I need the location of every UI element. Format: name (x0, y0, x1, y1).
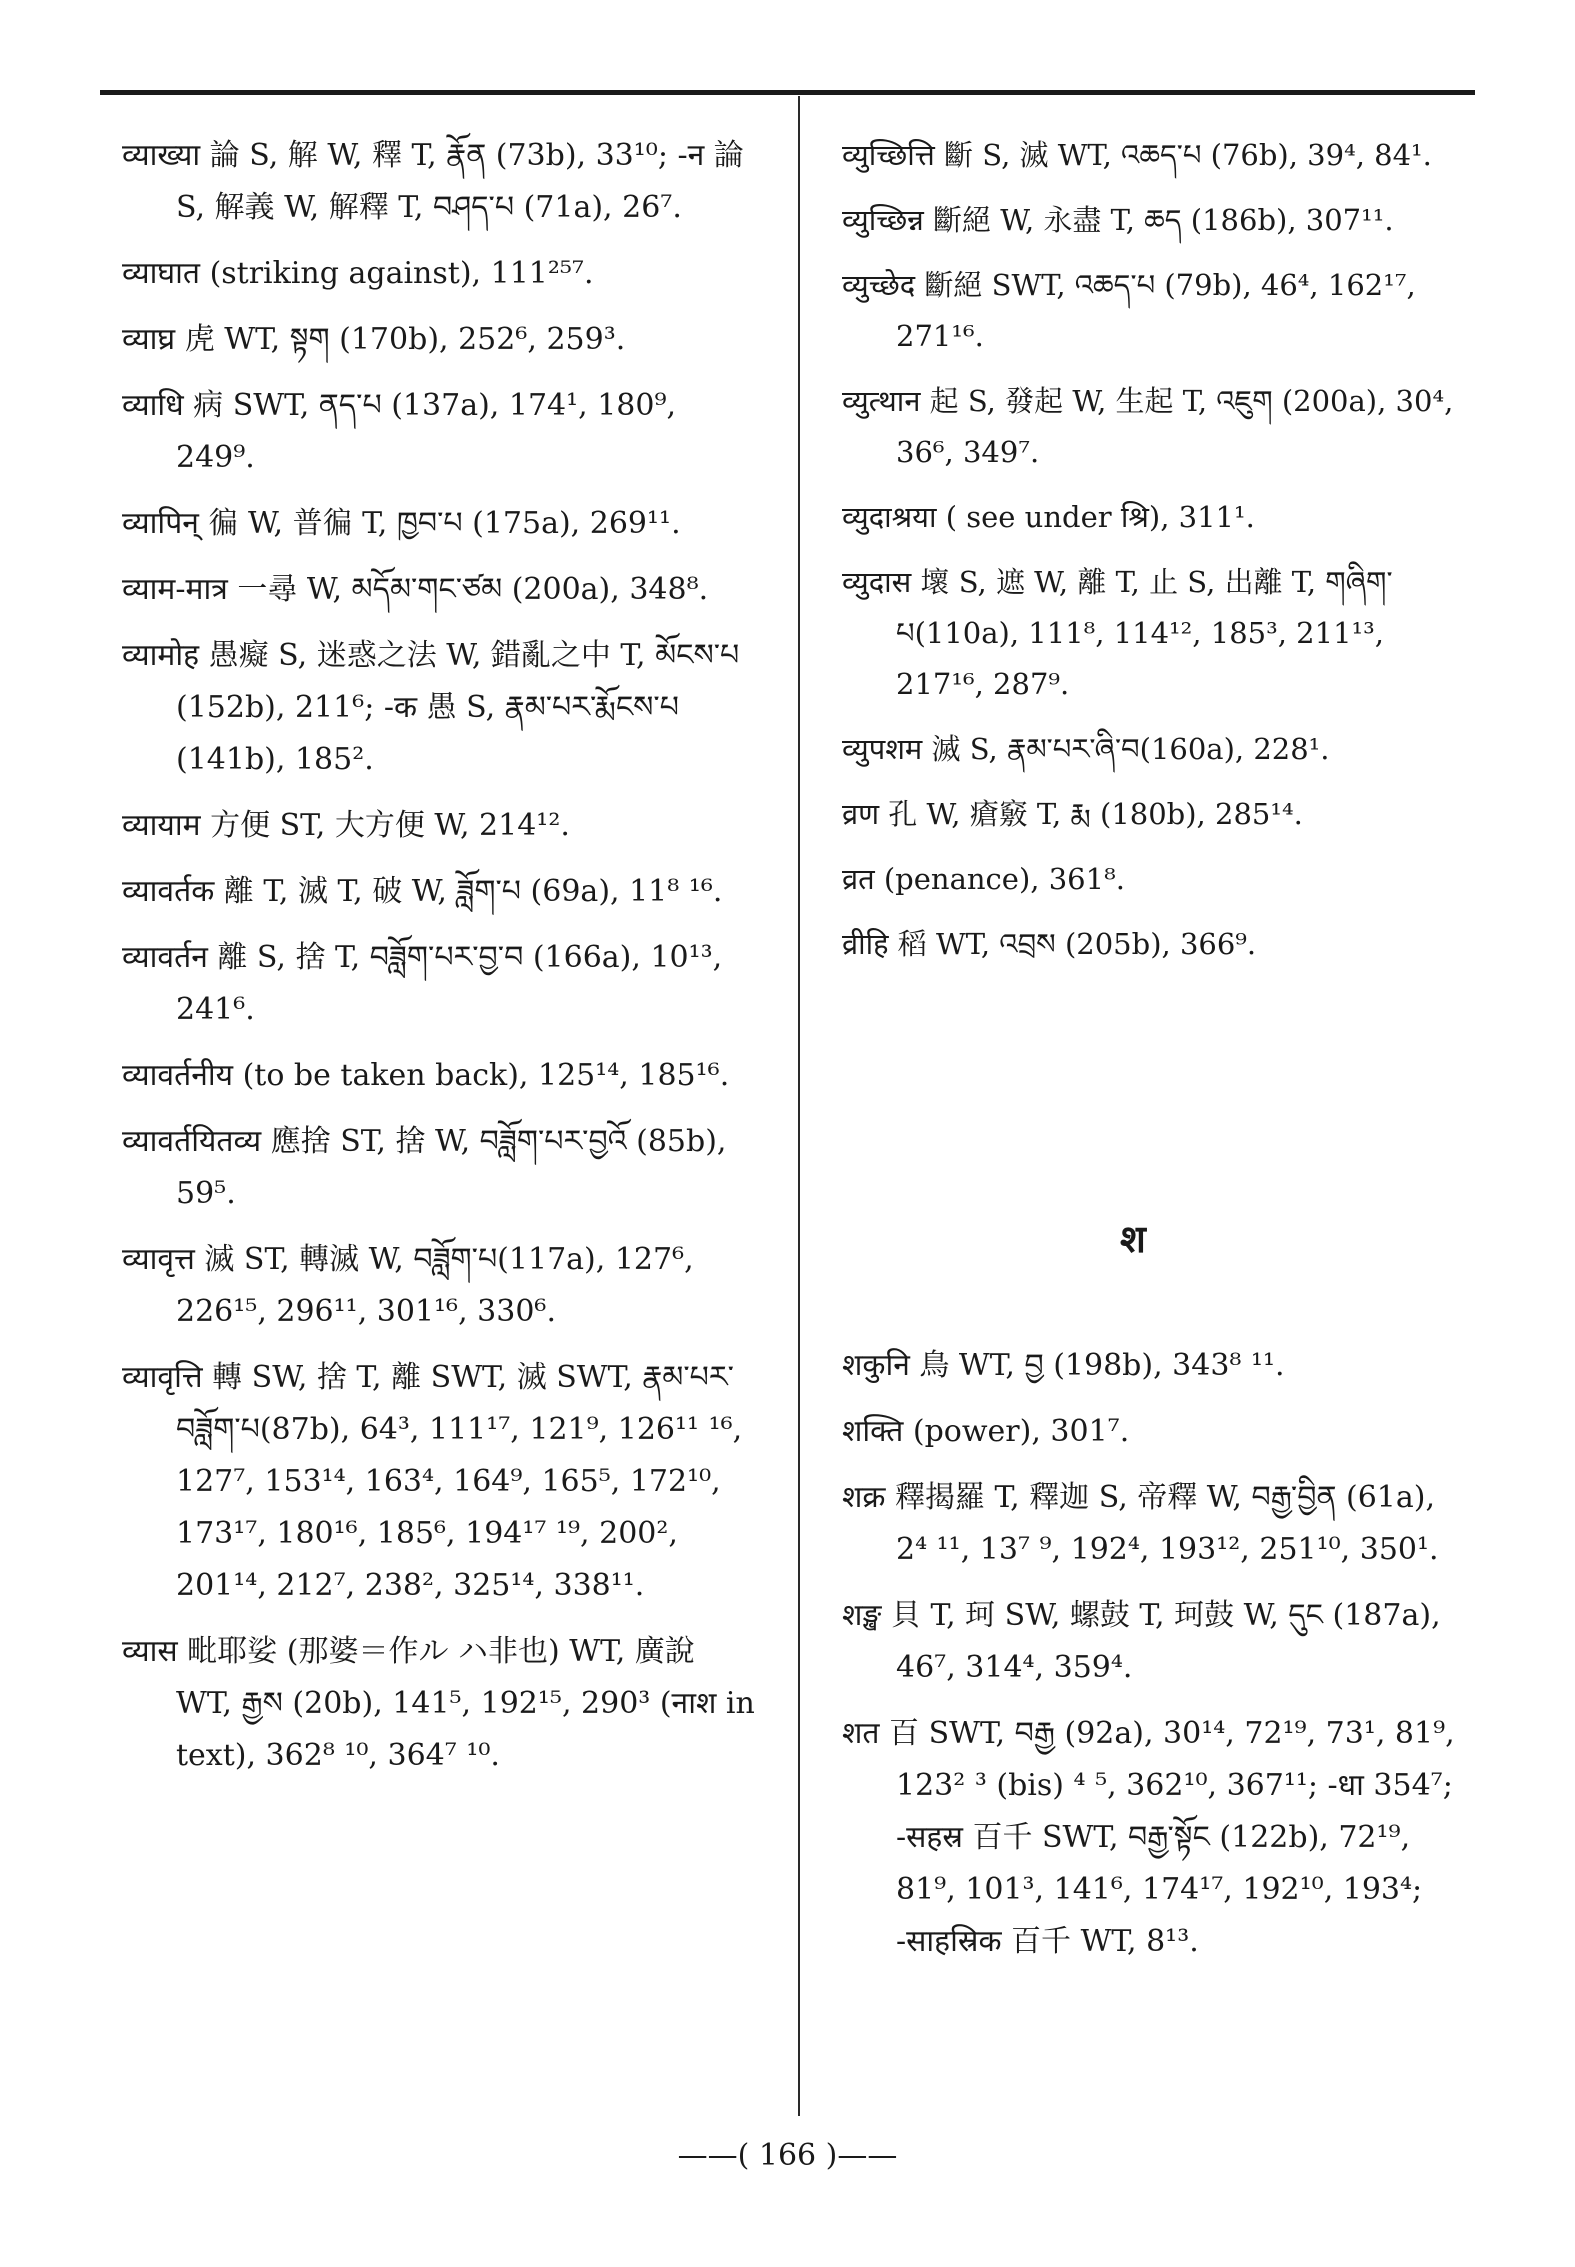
entry: व्यावर्तक 離 T, 滅 T, 破 W, ཟློག་པ (69a), 11⁸ ¹⁶. (122, 874, 723, 909)
section-letter: श (1120, 1217, 1146, 1261)
entry: व्याघ्र 虎 WT, སྟག (170b), 252⁶, 259³. (122, 322, 626, 357)
right-column-lower (842, 1340, 1470, 1982)
entry: व्यास 毗耶娑 (那婆＝作ル ハ非也) WT, 廣說 WT, རྒྱས (20b), 141⁵, 192¹⁵, 290³ (नाश in text), 362⁸ ¹⁰, 364⁷ ¹⁰. (122, 1634, 755, 1773)
entry: व्रण 孔 W, 瘡竅 T, རྨ (180b), 285¹⁴. (842, 797, 1303, 831)
entry: शकुनि 鳥 WT, བྱ (198b), 343⁸ ¹¹. (842, 1348, 1285, 1383)
entry: व्युदाश्रया ( see under श्रि), 311¹. (842, 500, 1255, 534)
entry: शक्र 釋揭羅 T, 釋迦 S, 帝釋 W, བརྒྱ་བྱིན (61a), 2⁴ ¹¹, 13⁷ ⁹, 192⁴, 193¹², 251¹⁰, 350¹. (842, 1480, 1439, 1567)
entry: व्यामोह 愚癡 S, 迷惑之法 W, 錯亂之中 T, མོངས་པ (152b), 211⁶; -क 愚 S, རྣམ་པར་རྨོངས་པ (141b), 185². (122, 638, 740, 777)
entry: व्याघात (striking against), 111²⁵⁷. (122, 256, 594, 291)
entry: व्रत (penance), 361⁸. (842, 862, 1125, 896)
entry: व्याम-मात्र 一尋 W, མདོམ་གང་ཙམ (200a), 348⁸. (122, 572, 709, 607)
entry: व्यावर्तन 離 S, 捨 T, བཟློག་པར་བྱ་བ (166a), 10¹³, 241⁶. (122, 940, 723, 1027)
entry: व्युत्थान 起 S, 發起 W, 生起 T, འཇུག (200a), 30⁴, 36⁶, 349⁷. (842, 384, 1454, 469)
entry: व्युच्छेद 斷絕 SWT, འཆད་པ (79b), 46⁴, 162¹⁷, 271¹⁶. (842, 268, 1416, 353)
entry: शङ्ख 貝 T, 珂 SW, 螺鼓 T, 珂鼓 W, དུང (187a), 46⁷, 314⁴, 359⁴. (842, 1598, 1441, 1685)
entry: शत 百 SWT, བརྒྱ (92a), 30¹⁴, 72¹⁹, 73¹, 81⁹, 123² ³ (bis) ⁴ ⁵, 362¹⁰, 367¹¹; -धा 354⁷; -सहस्र 百千 SWT, བརྒྱ་སྟོང (122b), 72¹⁹, 81⁹, 101³, 141⁶, 174¹⁷, 192¹⁰, 193⁴; -साहस्रिक 百千 WT, 8¹³. (842, 1716, 1455, 1959)
entry: व्यावर्तनीय (to be taken back), 125¹⁴, 185¹⁶. (122, 1058, 730, 1093)
top-rule (100, 90, 1475, 95)
page-number: ——( 166 )—— (677, 2138, 898, 2173)
right-column (842, 130, 1470, 984)
entry: शक्ति (power), 301⁷. (842, 1414, 1130, 1449)
entry: व्यापिन् 徧 W, 普徧 T, ཁྱབ་པ (175a), 269¹¹. (122, 506, 681, 541)
entry: व्याधि 病 SWT, ནད་པ (137a), 174¹, 180⁹, 249⁹. (122, 388, 677, 475)
column-divider (798, 96, 800, 2116)
entry: व्युदास 壞 S, 遮 W, 離 T, 止 S, 出離 T, གཞིག་པ(110a), 111⁸, 114¹², 185³, 211¹³, 217¹⁶, 287⁹. (842, 565, 1393, 701)
left-column (122, 130, 758, 1796)
entry: व्युपशम 滅 S, རྣམ་པར་ཞི་བ(160a), 228¹. (842, 732, 1330, 766)
entry: व्युच्छित्ति 斷 S, 滅 WT, འཆད་པ (76b), 39⁴, 84¹. (842, 138, 1432, 172)
entry: व्यावर्तयितव्य 應捨 ST, 捨 W, བཟློག་པར་བྱའོ (85b), 59⁵. (122, 1124, 727, 1211)
entry: व्यायाम 方便 ST, 大方便 W, 214¹². (122, 808, 570, 843)
entry: व्यावृत्ति 轉 SW, 捨 T, 離 SWT, 滅 SWT, རྣམ་པར་བཟློག་པ(87b), 64³, 111¹⁷, 121⁹, 126¹¹ ¹⁶, 127⁷, 153¹⁴, 163⁴, 164⁹, 165⁵, 172¹⁰, 173¹⁷, 180¹⁶, 185⁶, 194¹⁷ ¹⁹, 200², 201¹⁴, 212⁷, 238², 325¹⁴, 338¹¹. (122, 1360, 743, 1603)
entry: व्यावृत्त 滅 ST, 轉滅 W, བཟློག་པ(117a), 127⁶, 226¹⁵, 296¹¹, 301¹⁶, 330⁶. (122, 1242, 694, 1329)
entry: व्याख्या 論 S, 解 W, 釋 T, རྣོན (73b), 33¹⁰; -न 論 S, 解義 W, 解釋 T, བཤད་པ (71a), 26⁷. (122, 138, 744, 225)
entry: व्युच्छिन्न 斷絕 W, 永盡 T, ཆད (186b), 307¹¹. (842, 203, 1394, 237)
entry: व्रीहि 稻 WT, འབྲས (205b), 366⁹. (842, 927, 1257, 961)
